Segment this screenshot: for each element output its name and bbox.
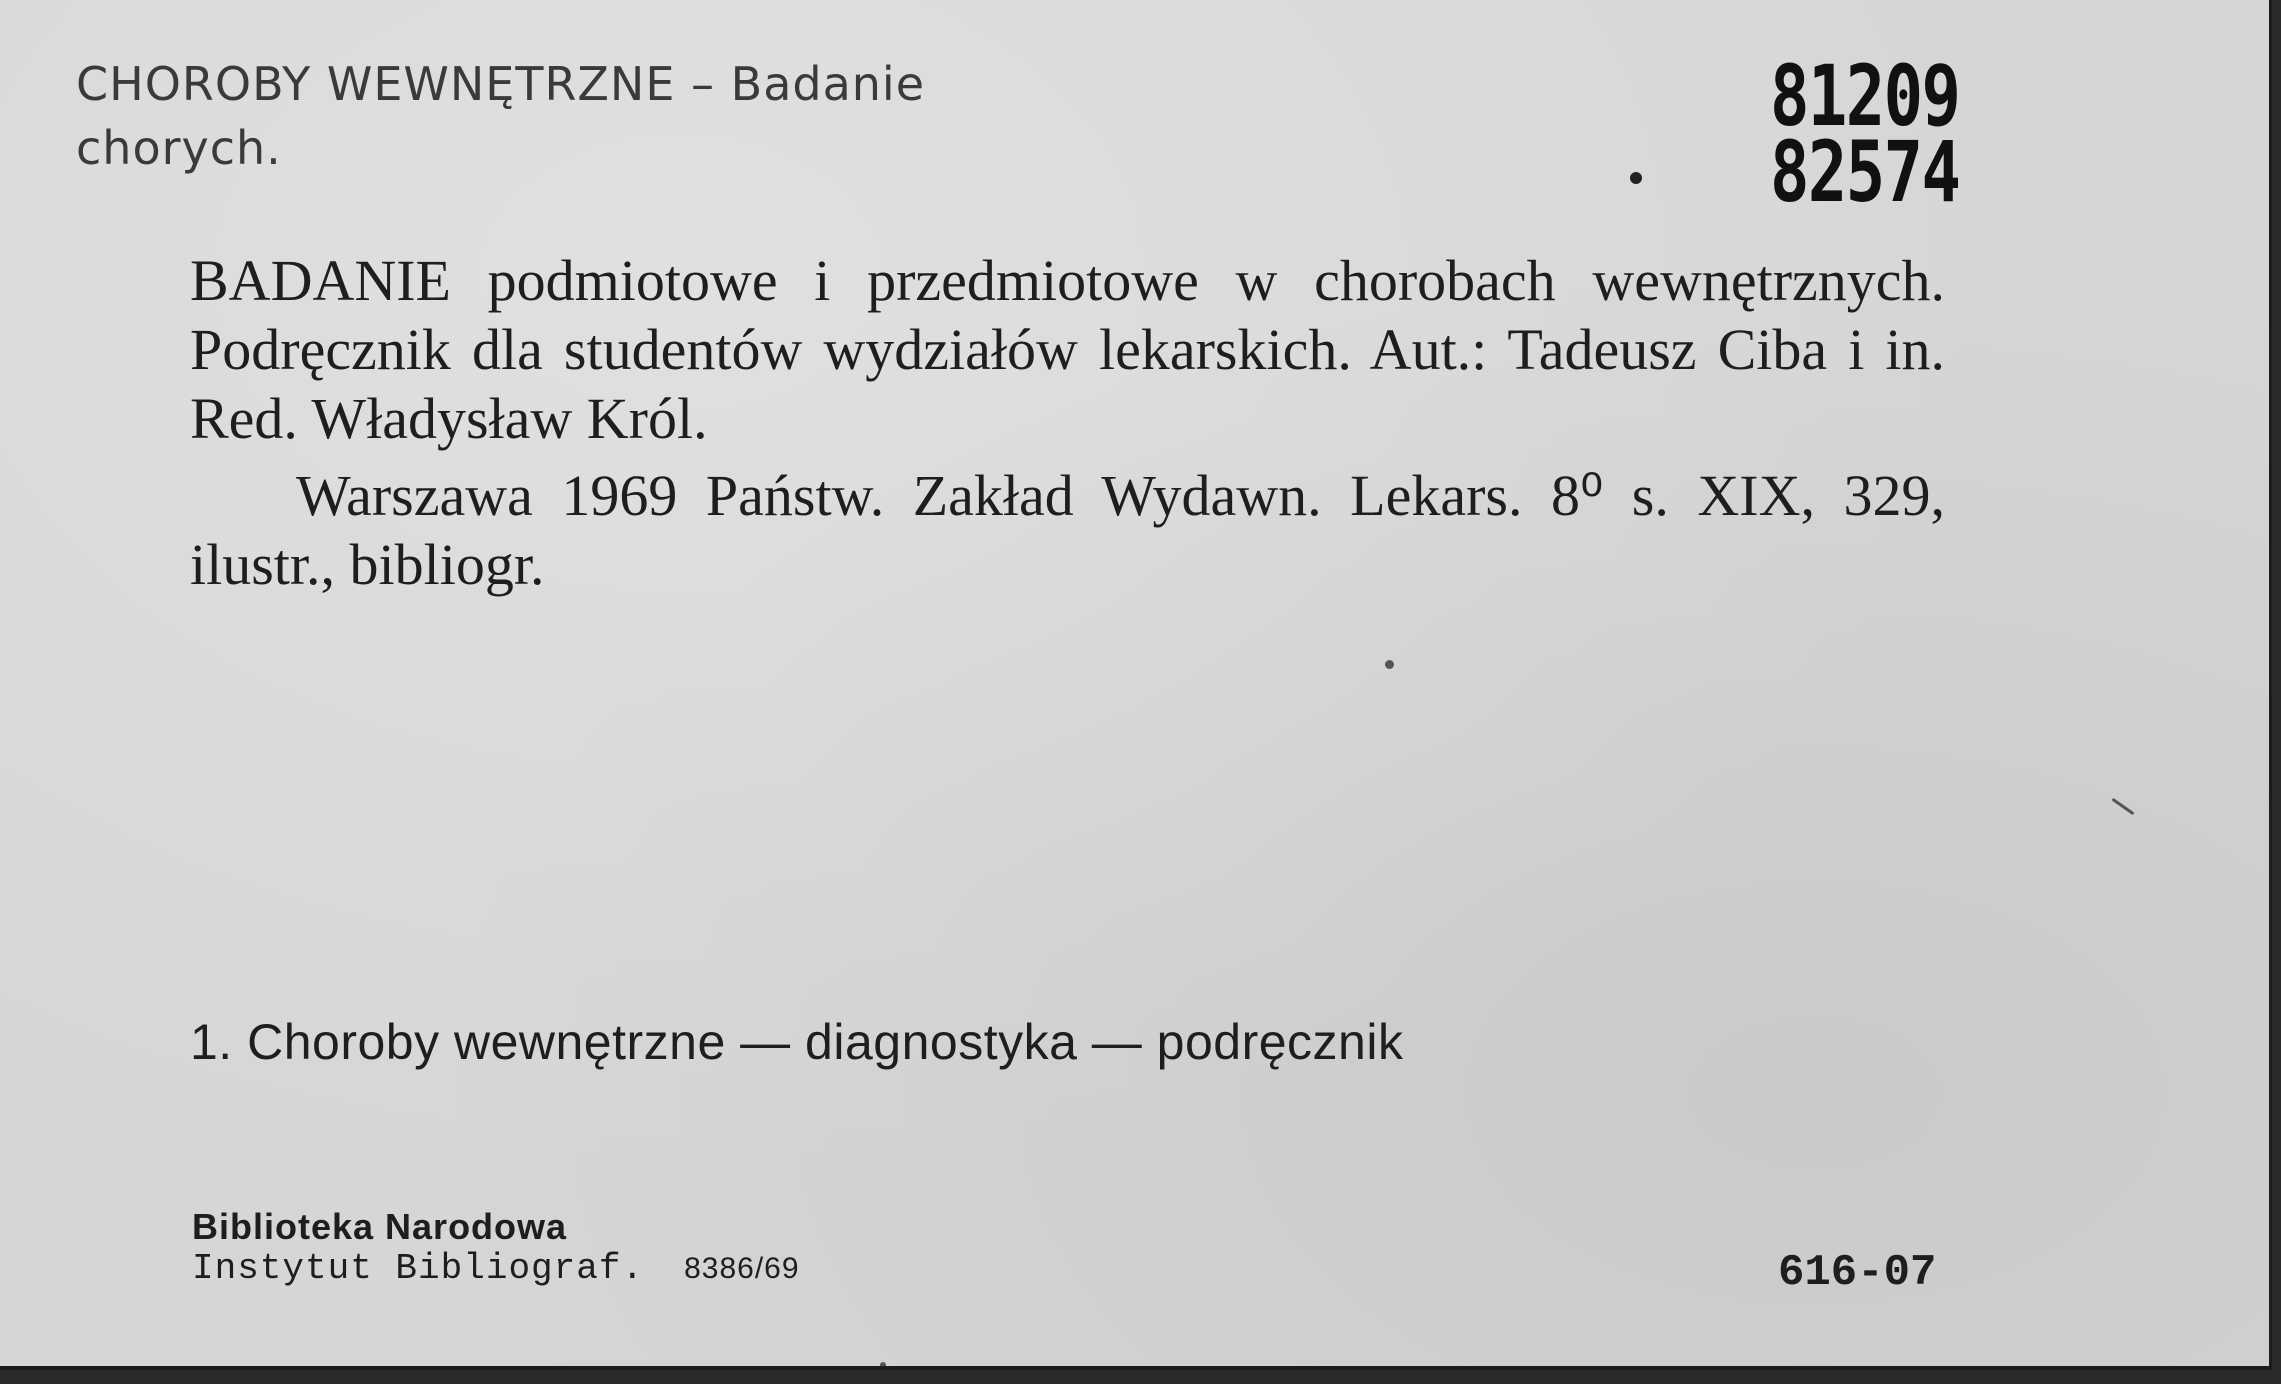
institution-department	[192, 1248, 800, 1289]
call-number-2: 82574	[1770, 123, 1960, 221]
paper-speck	[2111, 798, 2134, 815]
classification-number: 616-07	[1778, 1248, 1937, 1298]
publication-details: Warszawa 1969 Państw. Zakład Wydawn. Lekars. 8⁰ s. XIX, 329, ilustr., bibliogr.	[190, 463, 1945, 597]
institution-imprint	[192, 1206, 800, 1289]
institution-name: Biblioteka Narodowa	[192, 1206, 568, 1247]
institution-department-text: Instytut Bibliograf.	[192, 1248, 645, 1289]
handwritten-heading-line2: chorych.	[76, 121, 282, 175]
bibliographic-description	[190, 246, 1945, 599]
ink-dot	[1630, 172, 1642, 184]
title-entry: BADANIE podmiotowe i przedmiotowe w chorobach wewnętrznych. Podręcznik dla studentów wydziałów lekarskich. Aut.: Tadeusz Ciba i in. Red. Władysław Król.	[190, 248, 1945, 451]
call-number-1: 81209	[1770, 47, 1960, 145]
paper-speck	[880, 1362, 886, 1368]
record-number: 8386/69	[684, 1252, 800, 1285]
call-numbers	[1770, 47, 1960, 221]
paper-speck	[1385, 660, 1394, 669]
handwritten-heading-line1: CHOROBY WEWNĘTRZNE – Badanie	[76, 57, 926, 111]
handwritten-heading	[76, 52, 925, 180]
subject-heading: 1. Choroby wewnętrzne — diagnostyka — podręcznik	[190, 1014, 1404, 1070]
